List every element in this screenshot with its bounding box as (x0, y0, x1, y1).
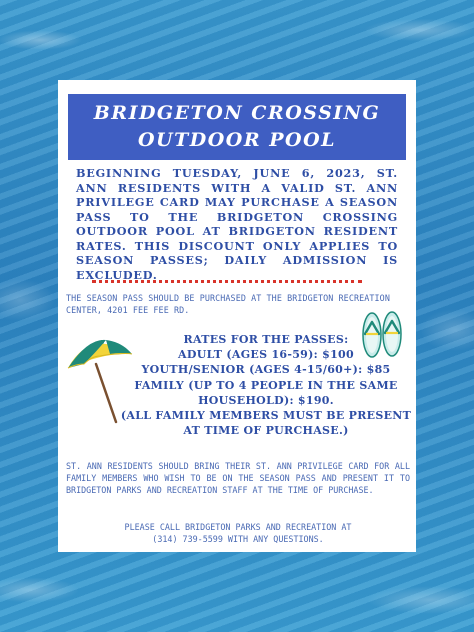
title-line-1: BRIDGETON CROSSING (93, 102, 381, 124)
contact-info (66, 521, 410, 545)
rate-line: (ALL FAMILY MEMBERS MUST BE PRESENT (120, 409, 412, 423)
intro-paragraph: BEGINNING TUESDAY, JUNE 6, 2023, ST. ANN RESIDENTS WITH A VALID ST. ANN PRIVILEGE CARD MAY PURCHASE A SEASON PASS TO THE BRIDGETON CROSSING OUTDOOR POOL AT BRIDGETON RESIDENT RATES. THIS DISCOUNT ONLY APPLIES TO SEASON PASSES; DAILY ADMISSION IS EXCLUDED. (76, 166, 398, 282)
flyer-card (58, 80, 416, 552)
rate-line: FAMILY (UP TO 4 PEOPLE IN THE SAME (134, 378, 398, 392)
dotted-divider (92, 280, 362, 283)
rate-line: ADULT (AGES 16-59): $100 (178, 348, 354, 362)
title-line-2: OUTDOOR POOL (138, 129, 336, 151)
rate-line: YOUTH/SENIOR (AGES 4-15/60+): $85 (141, 363, 391, 377)
contact-line-1: PLEASE CALL BRIDGETON PARKS AND RECREATION AT (124, 522, 352, 532)
rates-section (116, 332, 416, 438)
rates-heading: RATES FOR THE PASSES: (183, 333, 349, 346)
rate-line: HOUSEHOLD): $190. (198, 393, 334, 407)
privilege-card-note: ST. ANN RESIDENTS SHOULD BRING THEIR ST. ANN PRIVILEGE CARD FOR ALL FAMILY MEMBERS WHO WISH TO BE ON THE SEASON PASS AND PRESENT IT TO BRIDGETON PARKS AND RECREATION STAFF AT THE TIME OF PURCHASE. (66, 461, 410, 496)
season-pass-note: THE SEASON PASS SHOULD BE PURCHASED AT THE BRIDGETON RECREATION CENTER, 4201 FEE FEE RD. (66, 293, 390, 315)
rate-line: AT TIME OF PURCHASE.) (183, 424, 349, 438)
title-banner (68, 94, 406, 160)
contact-line-2: (314) 739-5599 WITH ANY QUESTIONS. (152, 534, 324, 545)
